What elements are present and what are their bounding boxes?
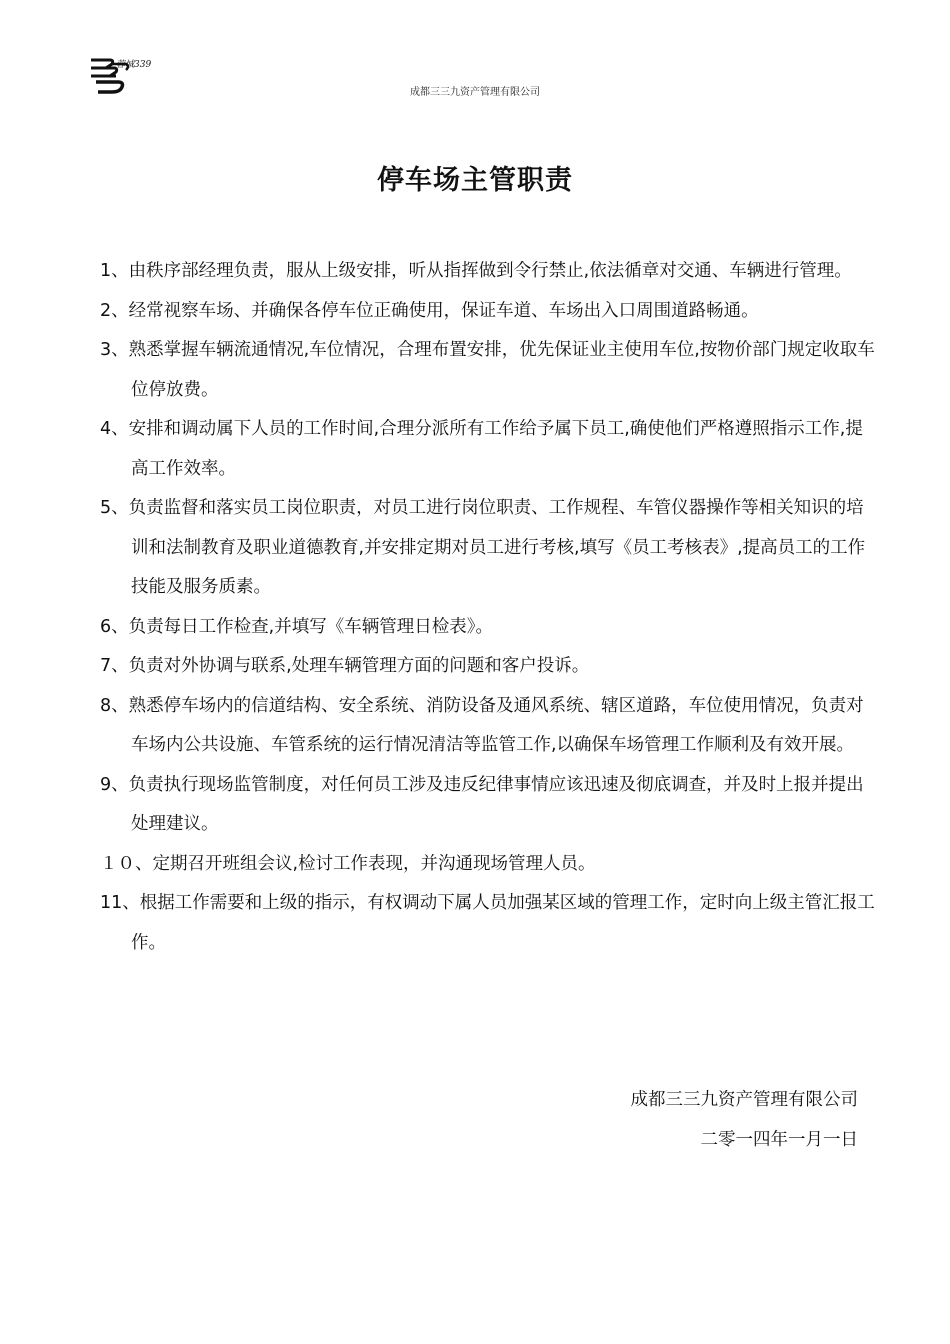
list-item [100, 608, 875, 648]
list-item [100, 845, 875, 885]
item-text: 由秩序部经理负责，服从上级安排，听从指挥做到令行禁止,依法循章对交通、车辆进行管理。 [128, 261, 852, 281]
item-text: 熟悉掌握车辆流通情况,车位情况，合理布置安排，优先保证业主使用车位,按物价部门规定收取车位停放费。 [128, 340, 875, 400]
item-number: 5、 [100, 498, 129, 518]
list-item [100, 766, 875, 845]
item-number: １０、 [100, 853, 153, 874]
duties-list [100, 252, 875, 963]
logo-lettering: 蓉城339 [116, 60, 152, 70]
item-text: 负责每日工作检查,并填写《车辆管理日检表》。 [128, 616, 493, 637]
list-item [100, 331, 875, 410]
item-text: 负责对外协调与联系,处理车辆管理方面的问题和客户投诉。 [128, 656, 590, 676]
list-item [100, 884, 875, 963]
item-number: 2、 [100, 300, 129, 321]
list-item [100, 252, 875, 292]
item-text: 安排和调动属下人员的工作时间,合理分派所有工作给予属下员工,确使他们严格遵照指示工作,提高工作效率。 [128, 419, 863, 479]
list-item [100, 292, 875, 332]
item-text: 定期召开班组会议,检讨工作表现，并沟通现场管理人员。 [152, 853, 596, 874]
list-item [100, 410, 875, 489]
list-item [100, 647, 875, 687]
list-item [100, 489, 875, 608]
list-item [100, 687, 875, 766]
item-number: 1、 [100, 261, 129, 281]
item-number: 7、 [100, 656, 129, 676]
item-number: 9、 [100, 774, 129, 795]
header-company-name: 成都三三九资产管理有限公司 [410, 87, 540, 98]
item-text: 经常视察车场、并确保各停车位正确使用，保证车道、车场出入口周围道路畅通。 [128, 300, 759, 321]
item-number: 3、 [100, 340, 129, 360]
item-number: 6、 [100, 616, 129, 637]
signature-company: 成都三三九资产管理有限公司 [630, 1090, 858, 1110]
item-number: 8、 [100, 695, 129, 716]
item-text: 熟悉停车场内的信道结构、安全系统、消防设备及通风系统、辖区道路，车位使用情况，负责对车场内公共设施、车管系统的运行情况清洁等监管工作,以确保车场管理工作顺利及有效开展。 [128, 695, 864, 755]
item-number: 11、 [100, 893, 140, 913]
item-number: 4、 [100, 419, 129, 439]
item-text: 负责监督和落实员工岗位职责，对员工进行岗位职责、工作规程、车管仪器操作等相关知识的培训和法制教育及职业道德教育,并安排定期对员工进行考核,填写《员工考核表》,提高员工的工作技能及服务质素。 [128, 498, 866, 597]
signature-date: 二零一四年一月一日 [700, 1130, 858, 1150]
item-text: 负责执行现场监管制度，对任何员工涉及违反纪律事情应该迅速及彻底调查，并及时上报并提出处理建议。 [128, 774, 864, 834]
item-text: 根据工作需要和上级的指示，有权调动下属人员加强某区域的管理工作，定时向上级主管汇报工作。 [131, 893, 875, 953]
document-title: 停车场主管职责 [377, 165, 573, 196]
